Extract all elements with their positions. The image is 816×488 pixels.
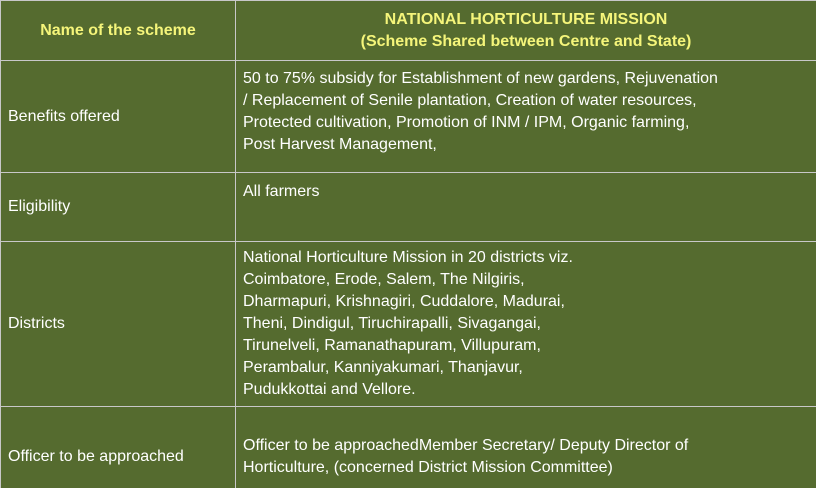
- districts-line: National Horticulture Mission in 20 districts viz.: [243, 249, 573, 266]
- eligibility-row: [1, 173, 816, 242]
- districts-line: Pudukkottai and Vellore.: [243, 381, 416, 398]
- districts-label: Districts: [1, 242, 236, 407]
- officer-label: Officer to be approached: [1, 407, 236, 488]
- benefits-line: / Replacement of Senile plantation, Creation of water resources,: [243, 92, 697, 109]
- scheme-title-line-2: (Scheme Shared between Centre and State): [360, 32, 692, 50]
- benefits-value: [236, 61, 816, 173]
- districts-line: Perambalur, Kanniyakumari, Thanjavur,: [243, 359, 523, 376]
- districts-line: Dharmapuri, Krishnagiri, Cuddalore, Madurai,: [243, 293, 565, 310]
- districts-row: [1, 242, 816, 407]
- districts-line: Theni, Dindigul, Tiruchirapalli, Sivagangai,: [243, 315, 541, 332]
- header-label: Name of the scheme: [1, 1, 236, 61]
- officer-line: Horticulture, (concerned District Mission Committee): [243, 458, 613, 476]
- districts-value: [236, 242, 816, 407]
- eligibility-value: [236, 173, 816, 242]
- officer-row: [1, 407, 816, 488]
- eligibility-line: All farmers: [243, 183, 320, 200]
- header-row: [1, 1, 816, 61]
- scheme-title-line-1: NATIONAL HORTICULTURE MISSION: [384, 10, 668, 28]
- benefits-line: Protected cultivation, Promotion of INM / IPM, Organic farming,: [243, 114, 690, 131]
- officer-line: Officer to be approachedMember Secretary/ Deputy Director of: [243, 436, 689, 454]
- districts-line: Coimbatore, Erode, Salem, The Nilgiris,: [243, 271, 525, 288]
- benefits-label: Benefits offered: [1, 61, 236, 173]
- scheme-title: [236, 1, 816, 61]
- eligibility-label: Eligibility: [1, 173, 236, 242]
- benefits-line: Post Harvest Management,: [243, 136, 437, 153]
- benefits-line: 50 to 75% subsidy for Establishment of new gardens, Rejuvenation: [243, 70, 718, 87]
- districts-line: Tirunelveli, Ramanathapuram, Villupuram,: [243, 337, 541, 354]
- benefits-row: [1, 61, 816, 173]
- officer-value: [236, 407, 816, 488]
